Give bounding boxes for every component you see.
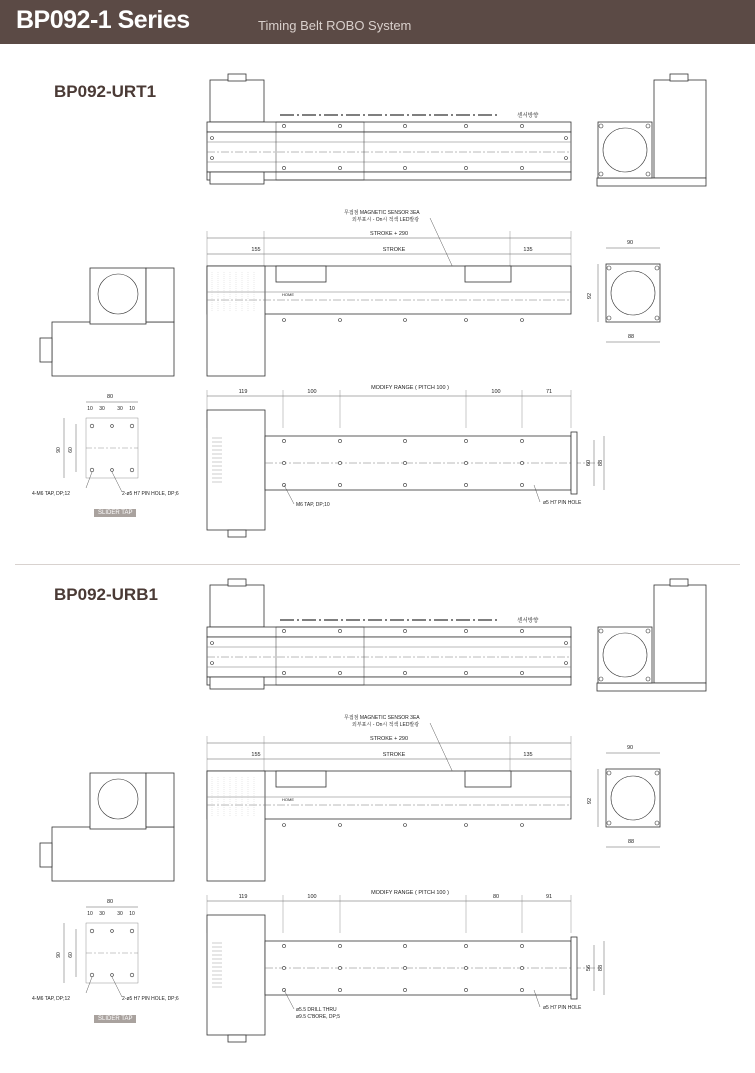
bolt-hole bbox=[521, 319, 524, 322]
side-end-profile bbox=[606, 769, 660, 827]
carriage-top bbox=[465, 771, 511, 787]
bolt-hole bbox=[282, 944, 285, 947]
slider-dim: 30 bbox=[117, 406, 123, 412]
leader-line bbox=[86, 472, 92, 488]
left-motor-box bbox=[52, 322, 174, 376]
bolt-hole bbox=[90, 424, 94, 428]
bolt-hole bbox=[520, 124, 523, 127]
dim-100: 100 bbox=[307, 389, 317, 395]
motor-cap bbox=[228, 579, 246, 586]
bolt-hole bbox=[130, 468, 134, 472]
bolt-hole bbox=[607, 771, 611, 775]
bolt-hole bbox=[403, 629, 406, 632]
slider-dim: 30 bbox=[99, 406, 105, 412]
bolt-hole bbox=[655, 266, 659, 270]
left-motor-box bbox=[52, 827, 174, 881]
bolt-hole bbox=[403, 966, 406, 969]
bolt-hole bbox=[607, 266, 611, 270]
dim-100: 100 bbox=[307, 894, 317, 900]
slider-tap-tag: SLIDER TAP bbox=[94, 1015, 136, 1023]
bolt-hole bbox=[211, 137, 214, 140]
bolt-hole bbox=[599, 172, 603, 176]
direction-label: 센서방향 bbox=[517, 618, 539, 624]
model-title: BP092-URT1 bbox=[54, 82, 157, 101]
dim-135: 135 bbox=[523, 752, 533, 758]
bolt-hole bbox=[211, 642, 214, 645]
bolt-hole bbox=[338, 166, 341, 169]
bolt-hole bbox=[90, 468, 94, 472]
bolt-hole bbox=[520, 944, 523, 947]
bolt-hole bbox=[465, 319, 468, 322]
stroke-label: STROKE bbox=[382, 752, 406, 758]
bolt-hole bbox=[338, 966, 341, 969]
bottom-tap-note-2: ø9.5 C'BORE, DP;5 bbox=[296, 1014, 341, 1020]
dim-height: 88 bbox=[598, 459, 604, 467]
pin-note: 2-ø5 H7 PIN HOLE, DP;6 bbox=[122, 996, 179, 1002]
bolt-hole bbox=[599, 677, 603, 681]
stroke-total-label: STROKE + 290 bbox=[369, 736, 409, 742]
technical-drawing bbox=[0, 573, 755, 1073]
bolt-hole bbox=[338, 461, 341, 464]
bolt-hole bbox=[520, 988, 523, 991]
bolt-hole bbox=[403, 988, 406, 991]
leader-line bbox=[86, 977, 92, 993]
bolt-hole bbox=[520, 483, 523, 486]
left-motor-connector bbox=[40, 338, 52, 362]
bolt-hole bbox=[655, 316, 659, 320]
dim-height: 88 bbox=[598, 964, 604, 972]
dim-135: 135 bbox=[523, 247, 533, 253]
sensor-note: 무접점 MAGNETIC SENSOR 3EA bbox=[344, 210, 420, 216]
dim-height: 60 bbox=[586, 459, 592, 467]
bolt-hole bbox=[599, 124, 603, 128]
carriage-top bbox=[276, 771, 326, 787]
bolt-hole bbox=[607, 316, 611, 320]
slider-width-label: 80 bbox=[106, 394, 114, 400]
bolt-hole bbox=[130, 424, 134, 428]
sensor-note: 무접점 MAGNETIC SENSOR 3EA bbox=[344, 715, 420, 721]
bottom-tap-note: ø5.5 DRILL THRU bbox=[296, 1007, 337, 1013]
bolt-hole bbox=[339, 319, 342, 322]
left-motor-connector bbox=[40, 843, 52, 867]
motor-lower-box bbox=[210, 172, 264, 184]
rail-top-plate bbox=[207, 627, 571, 637]
dim-100: 80 bbox=[492, 894, 500, 900]
slider-dim: 10 bbox=[129, 911, 135, 917]
bolt-hole bbox=[464, 483, 467, 486]
tap-note: 4-M6 TAP, DP;12 bbox=[32, 491, 71, 497]
bolt-hole bbox=[339, 824, 342, 827]
bolt-hole bbox=[565, 662, 568, 665]
bolt-hole bbox=[90, 929, 94, 933]
side-end-profile bbox=[606, 264, 660, 322]
bolt-hole bbox=[646, 172, 650, 176]
bolt-hole bbox=[338, 483, 341, 486]
bottom-tap-note: M6 TAP, DP;10 bbox=[296, 502, 330, 508]
bolt-hole bbox=[464, 944, 467, 947]
bolt-hole bbox=[464, 966, 467, 969]
bolt-hole bbox=[283, 319, 286, 322]
bolt-hole bbox=[90, 973, 94, 977]
bolt-hole bbox=[403, 944, 406, 947]
bolt-hole bbox=[130, 929, 134, 933]
motor-cap bbox=[228, 74, 246, 81]
bolt-hole bbox=[520, 166, 523, 169]
bolt-hole bbox=[565, 642, 568, 645]
modify-range-label: MODIFY RANGE ( PITCH 100 ) bbox=[371, 385, 449, 391]
end-base bbox=[597, 683, 706, 691]
modify-range-label: MODIFY RANGE ( PITCH 100 ) bbox=[371, 890, 449, 896]
bolt-hole bbox=[338, 671, 341, 674]
bolt-hole bbox=[282, 461, 285, 464]
dim-height: 56 bbox=[586, 964, 592, 972]
slider-dim: 10 bbox=[87, 911, 93, 917]
bolt-hole bbox=[403, 671, 406, 674]
leader-line bbox=[112, 472, 122, 492]
bolt-hole bbox=[464, 988, 467, 991]
bolt-hole bbox=[655, 771, 659, 775]
slider-width-label: 80 bbox=[106, 899, 114, 905]
dim-119: 119 bbox=[238, 389, 248, 395]
bolt-hole bbox=[599, 629, 603, 633]
bolt-hole bbox=[520, 439, 523, 442]
dim-119: 119 bbox=[238, 894, 248, 900]
motor-housing bbox=[210, 80, 264, 122]
home-label: HOME bbox=[282, 292, 294, 297]
page-header bbox=[0, 0, 755, 44]
side-width-label: 90 bbox=[626, 745, 634, 751]
rail-end-plate bbox=[571, 432, 577, 494]
bolt-hole bbox=[464, 461, 467, 464]
bolt-hole bbox=[403, 439, 406, 442]
dim-155: 155 bbox=[251, 247, 261, 253]
tap-note: 4-M6 TAP, DP;12 bbox=[32, 996, 71, 1002]
sensor-note: 외부표시 - On시 적색 LED발광 bbox=[352, 722, 420, 728]
bolt-hole bbox=[464, 629, 467, 632]
bolt-hole bbox=[520, 461, 523, 464]
end-base bbox=[597, 178, 706, 186]
dim-155: 155 bbox=[251, 752, 261, 758]
end-cap bbox=[670, 74, 688, 81]
bottom-pin-note: ø5 H7 PIN HOLE bbox=[543, 500, 582, 506]
bolt-hole bbox=[282, 966, 285, 969]
bolt-hole bbox=[403, 461, 406, 464]
bolt-hole bbox=[211, 662, 214, 665]
slider-dim: 30 bbox=[99, 911, 105, 917]
technical-drawing bbox=[0, 68, 755, 568]
bolt-hole bbox=[520, 671, 523, 674]
slider-height-label: 60 bbox=[68, 447, 74, 453]
dim-100: 100 bbox=[491, 389, 501, 395]
end-profile bbox=[598, 122, 652, 178]
bottom-pin-note: ø5 H7 PIN HOLE bbox=[543, 1005, 582, 1011]
side-height-label: 92 bbox=[587, 292, 593, 300]
bolt-hole bbox=[282, 671, 285, 674]
bolt-hole bbox=[464, 166, 467, 169]
bolt-hole bbox=[338, 988, 341, 991]
left-end-side bbox=[146, 773, 174, 827]
bolt-hole bbox=[464, 439, 467, 442]
slider-dim: 10 bbox=[129, 406, 135, 412]
bolt-hole bbox=[130, 973, 134, 977]
bolt-hole bbox=[282, 124, 285, 127]
slider-dim: 10 bbox=[87, 406, 93, 412]
bolt-hole bbox=[607, 821, 611, 825]
slider-height-label: 90 bbox=[56, 952, 62, 958]
series-title: BP092-1 Series bbox=[16, 6, 190, 34]
dim-71: 71 bbox=[545, 389, 553, 395]
bolt-hole bbox=[655, 821, 659, 825]
side-height-label: 92 bbox=[587, 797, 593, 805]
bolt-hole bbox=[338, 124, 341, 127]
bolt-hole bbox=[520, 966, 523, 969]
end-housing bbox=[654, 585, 706, 683]
slider-height-label: 60 bbox=[68, 952, 74, 958]
bolt-hole bbox=[404, 319, 407, 322]
bolt-hole bbox=[111, 930, 114, 933]
bolt-hole bbox=[338, 629, 341, 632]
bolt-hole bbox=[646, 677, 650, 681]
model-title: BP092-URB1 bbox=[54, 585, 158, 604]
slider-tap-tag: SLIDER TAP bbox=[94, 509, 136, 517]
rail-top-plate bbox=[207, 122, 571, 132]
bolt-hole bbox=[565, 137, 568, 140]
sensor-note: 외부표시 - On시 적색 LED발광 bbox=[352, 217, 420, 223]
home-label: HOME bbox=[282, 797, 294, 802]
left-end-side bbox=[146, 268, 174, 322]
slider-height-label: 90 bbox=[56, 447, 62, 453]
series-subtitle: Timing Belt ROBO System bbox=[258, 18, 412, 33]
bolt-hole bbox=[282, 166, 285, 169]
side-base-label: 88 bbox=[627, 839, 635, 845]
motor-housing bbox=[210, 585, 264, 627]
bolt-hole bbox=[464, 671, 467, 674]
stroke-label: STROKE bbox=[382, 247, 406, 253]
bolt-hole bbox=[404, 824, 407, 827]
bolt-hole bbox=[403, 124, 406, 127]
bottom-cap bbox=[228, 530, 246, 537]
side-width-label: 90 bbox=[626, 240, 634, 246]
bolt-hole bbox=[111, 425, 114, 428]
bolt-hole bbox=[464, 124, 467, 127]
side-base-label: 88 bbox=[627, 334, 635, 340]
bolt-hole bbox=[282, 629, 285, 632]
dim-71: 91 bbox=[545, 894, 553, 900]
rail-end-plate bbox=[571, 937, 577, 999]
bolt-hole bbox=[403, 483, 406, 486]
bolt-hole bbox=[520, 629, 523, 632]
bolt-hole bbox=[282, 439, 285, 442]
end-housing bbox=[654, 80, 706, 178]
bolt-hole bbox=[565, 157, 568, 160]
bolt-hole bbox=[111, 974, 114, 977]
end-profile bbox=[598, 627, 652, 683]
bolt-hole bbox=[403, 166, 406, 169]
bolt-hole bbox=[646, 629, 650, 633]
leader-line bbox=[112, 977, 122, 997]
stroke-total-label: STROKE + 290 bbox=[369, 231, 409, 237]
bolt-hole bbox=[465, 824, 468, 827]
bottom-cap bbox=[228, 1035, 246, 1042]
end-cap bbox=[670, 579, 688, 586]
pin-note: 2-ø5 H7 PIN HOLE, DP;6 bbox=[122, 491, 179, 497]
bolt-hole bbox=[646, 124, 650, 128]
motor-lower-box bbox=[210, 677, 264, 689]
direction-label: 센서방향 bbox=[517, 113, 539, 119]
bolt-hole bbox=[211, 157, 214, 160]
bolt-hole bbox=[338, 944, 341, 947]
bolt-hole bbox=[521, 824, 524, 827]
carriage-top bbox=[465, 266, 511, 282]
slider-dim: 30 bbox=[117, 911, 123, 917]
bolt-hole bbox=[338, 439, 341, 442]
bolt-hole bbox=[111, 469, 114, 472]
bolt-hole bbox=[283, 824, 286, 827]
carriage-top bbox=[276, 266, 326, 282]
